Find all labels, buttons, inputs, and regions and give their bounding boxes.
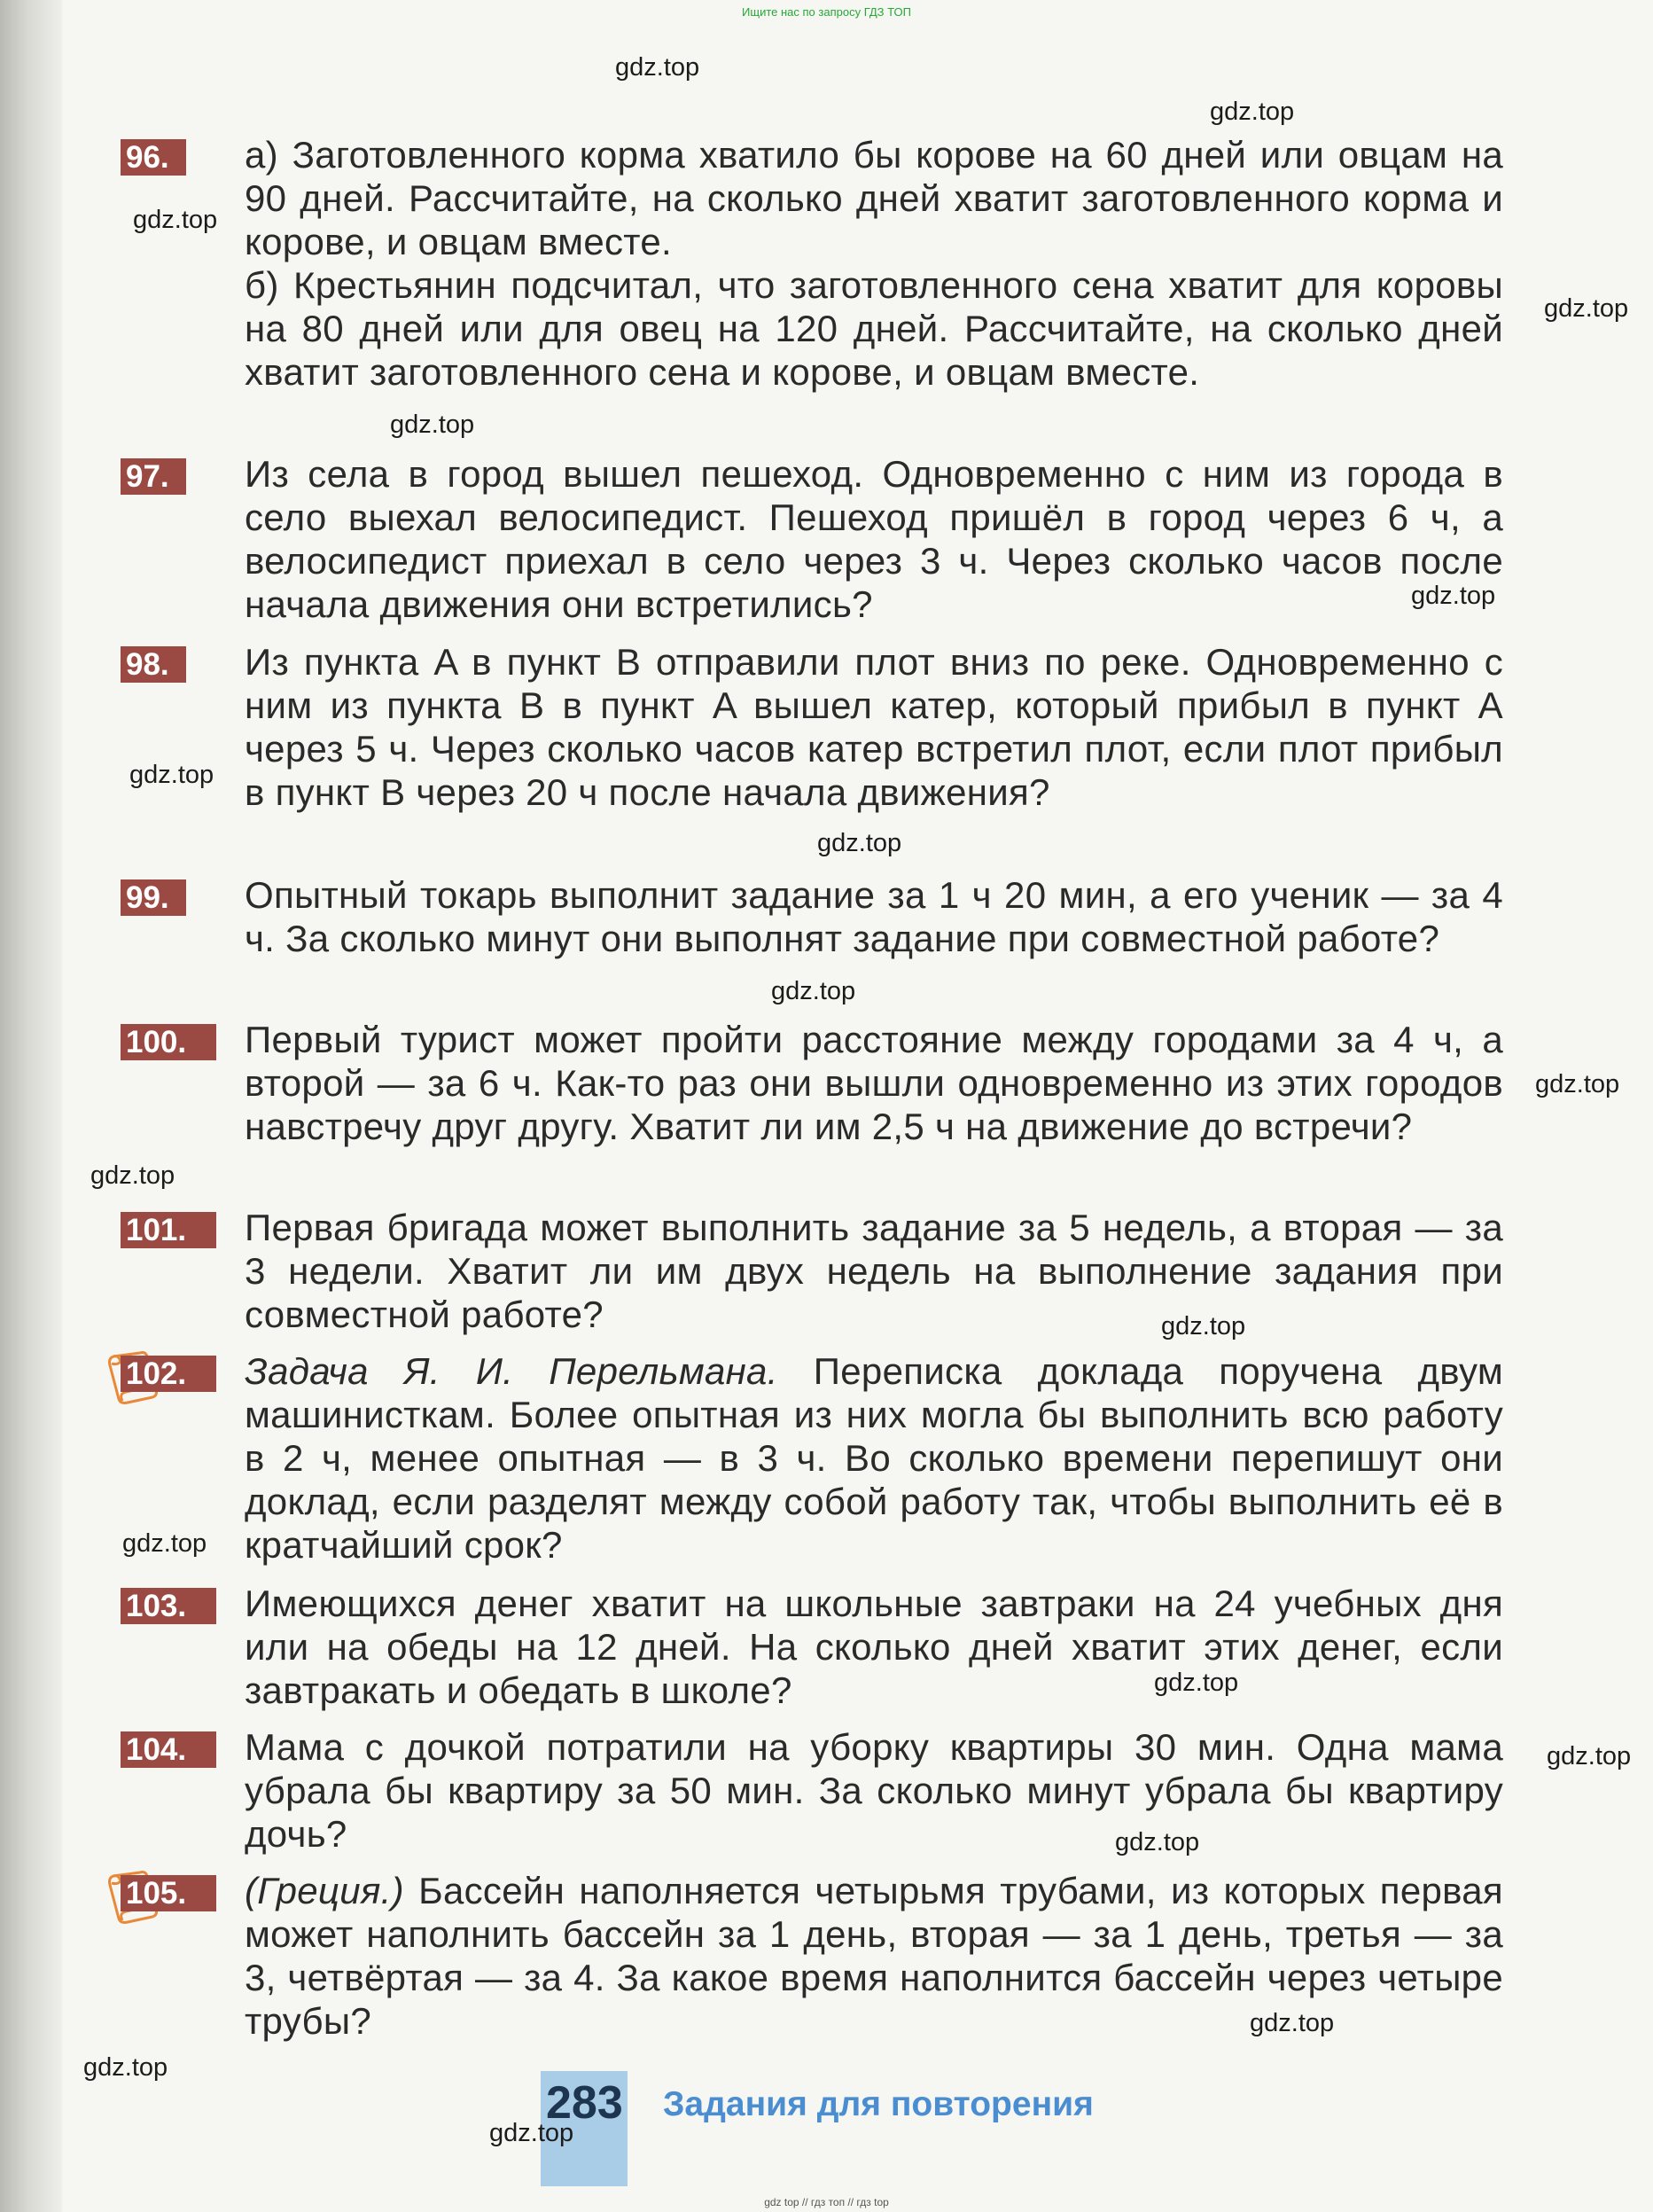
task-number: 100. — [121, 1024, 216, 1060]
task-number: 103. — [121, 1588, 216, 1624]
task-number: 101. — [121, 1212, 216, 1248]
task-text: Из села в город вышел пешеход. Одновременно с ним из города в село выехал велосипедист. Пешеход пришёл в город через 6 ч, а велосипедист приехал в село через 3 ч. Через сколько часов после начала движения они встретились? — [245, 453, 1503, 625]
task-105 — [121, 1869, 1503, 2043]
watermark: gdz.top — [390, 410, 475, 439]
watermark: gdz.top — [90, 1161, 175, 1190]
book-spine-shadow — [0, 0, 62, 2212]
watermark: gdz.top — [489, 2119, 574, 2147]
task-number: 98. — [121, 646, 186, 683]
task-100 — [121, 1018, 1503, 1148]
task-number: 96. — [121, 139, 186, 176]
task-96 — [121, 133, 1503, 394]
task-text: Из пункта A в пункт B отправили плот вниз по реке. Одновременно с ним из пункта B в пункт A вышел катер, который прибыл в пункт A через 5 ч. Через сколько часов катер встретил плот, если плот прибыл в пункт B через 20 ч после начала движения? — [245, 641, 1503, 813]
task-text: Переписка доклада поручена двум машинисткам. Более опытная из них могла бы выполнить всю работу в 2 ч, менее опытная — в 3 ч. Во сколько времени перепишут они доклад, если разделят между собой работу так, чтобы выполнить её в кратчайший срок? — [245, 1350, 1503, 1566]
task-number: 105. — [121, 1875, 216, 1911]
task-text: б) Крестьянин подсчитал, что заготовленного сена хватит для коровы на 80 дней или для овец на 120 дней. Рассчитайте, на сколько дней хватит заготовленного сена и корове, и овцам вместе. — [245, 264, 1503, 393]
page-number: 283 — [546, 2077, 623, 2129]
watermark: gdz.top — [83, 2053, 168, 2082]
watermark: gdz.top — [1547, 1742, 1632, 1770]
watermark: gdz.top — [1154, 1669, 1239, 1697]
task-103 — [121, 1582, 1503, 1712]
task-text: Опытный токарь выполнит задание за 1 ч 20 мин, а его ученик — за 4 ч. За сколько минут они выполнят задание при совместной работе? — [245, 874, 1503, 959]
watermark: gdz.top — [1161, 1312, 1246, 1340]
watermark: gdz.top — [615, 53, 700, 82]
task-99 — [121, 873, 1503, 960]
watermark: gdz.top — [1544, 294, 1629, 323]
watermark: gdz.top — [1210, 98, 1295, 126]
task-104 — [121, 1725, 1503, 1856]
watermark: gdz.top — [1535, 1070, 1620, 1098]
task-102 — [121, 1349, 1503, 1567]
watermark: gdz.top — [133, 206, 218, 234]
task-97 — [121, 452, 1503, 626]
footer-banner: gdz top // гдз топ // гдз top — [764, 2196, 889, 2208]
watermark: gdz.top — [129, 761, 214, 789]
task-lead: Задача Я. И. Перельмана. — [245, 1350, 778, 1392]
task-text: Имеющихся денег хватит на школьные завтраки на 24 учебных дня или на обеды на 12 дней. На сколько дней хватит этих денег, если завтракать и обедать в школе? — [245, 1583, 1503, 1711]
watermark: gdz.top — [817, 829, 902, 857]
task-text: а) Заготовленного корма хватило бы корове на 60 дней или овцам на 90 дней. Рассчитайте, на сколько дней хватит заготовленного корма и корове, и овцам вместе. — [245, 134, 1503, 262]
task-lead: (Греция.) — [245, 1870, 404, 1911]
task-text: Бассейн наполняется четырьмя трубами, из которых первая может наполнить бассейн за 1 день, вторая — за 1 день, третья — за 3, четвёртая — за 4. За какое время наполнится бассейн через четыре трубы? — [245, 1870, 1503, 2042]
task-number: 97. — [121, 458, 186, 495]
watermark: gdz.top — [771, 977, 856, 1005]
task-101 — [121, 1206, 1503, 1336]
watermark: gdz.top — [1250, 2009, 1335, 2037]
task-text: Первая бригада может выполнить задание за 5 недель, а вторая — за 3 недели. Хватит ли им двух недель на выполнение задания при совместной работе? — [245, 1207, 1503, 1335]
task-98 — [121, 640, 1503, 814]
header-banner: Ищите нас по запросу ГДЗ ТОП — [742, 5, 911, 19]
task-number: 99. — [121, 879, 186, 916]
task-text: Мама с дочкой потратили на уборку квартиры 30 мин. Одна мама убрала бы квартиру за 50 мин. За сколько минут убрала бы квартиру дочь? — [245, 1726, 1503, 1855]
section-title: Задания для повторения — [663, 2085, 1094, 2123]
watermark: gdz.top — [122, 1529, 207, 1558]
watermark: gdz.top — [1115, 1828, 1200, 1856]
task-text: Первый турист может пройти расстояние между городами за 4 ч, а второй — за 6 ч. Как-то раз они вышли одновременно из этих городов навстречу друг другу. Хватит ли им 2,5 ч на движение до встречи? — [245, 1019, 1503, 1147]
watermark: gdz.top — [1411, 582, 1496, 610]
task-number: 104. — [121, 1731, 216, 1768]
task-number: 102. — [121, 1356, 216, 1392]
